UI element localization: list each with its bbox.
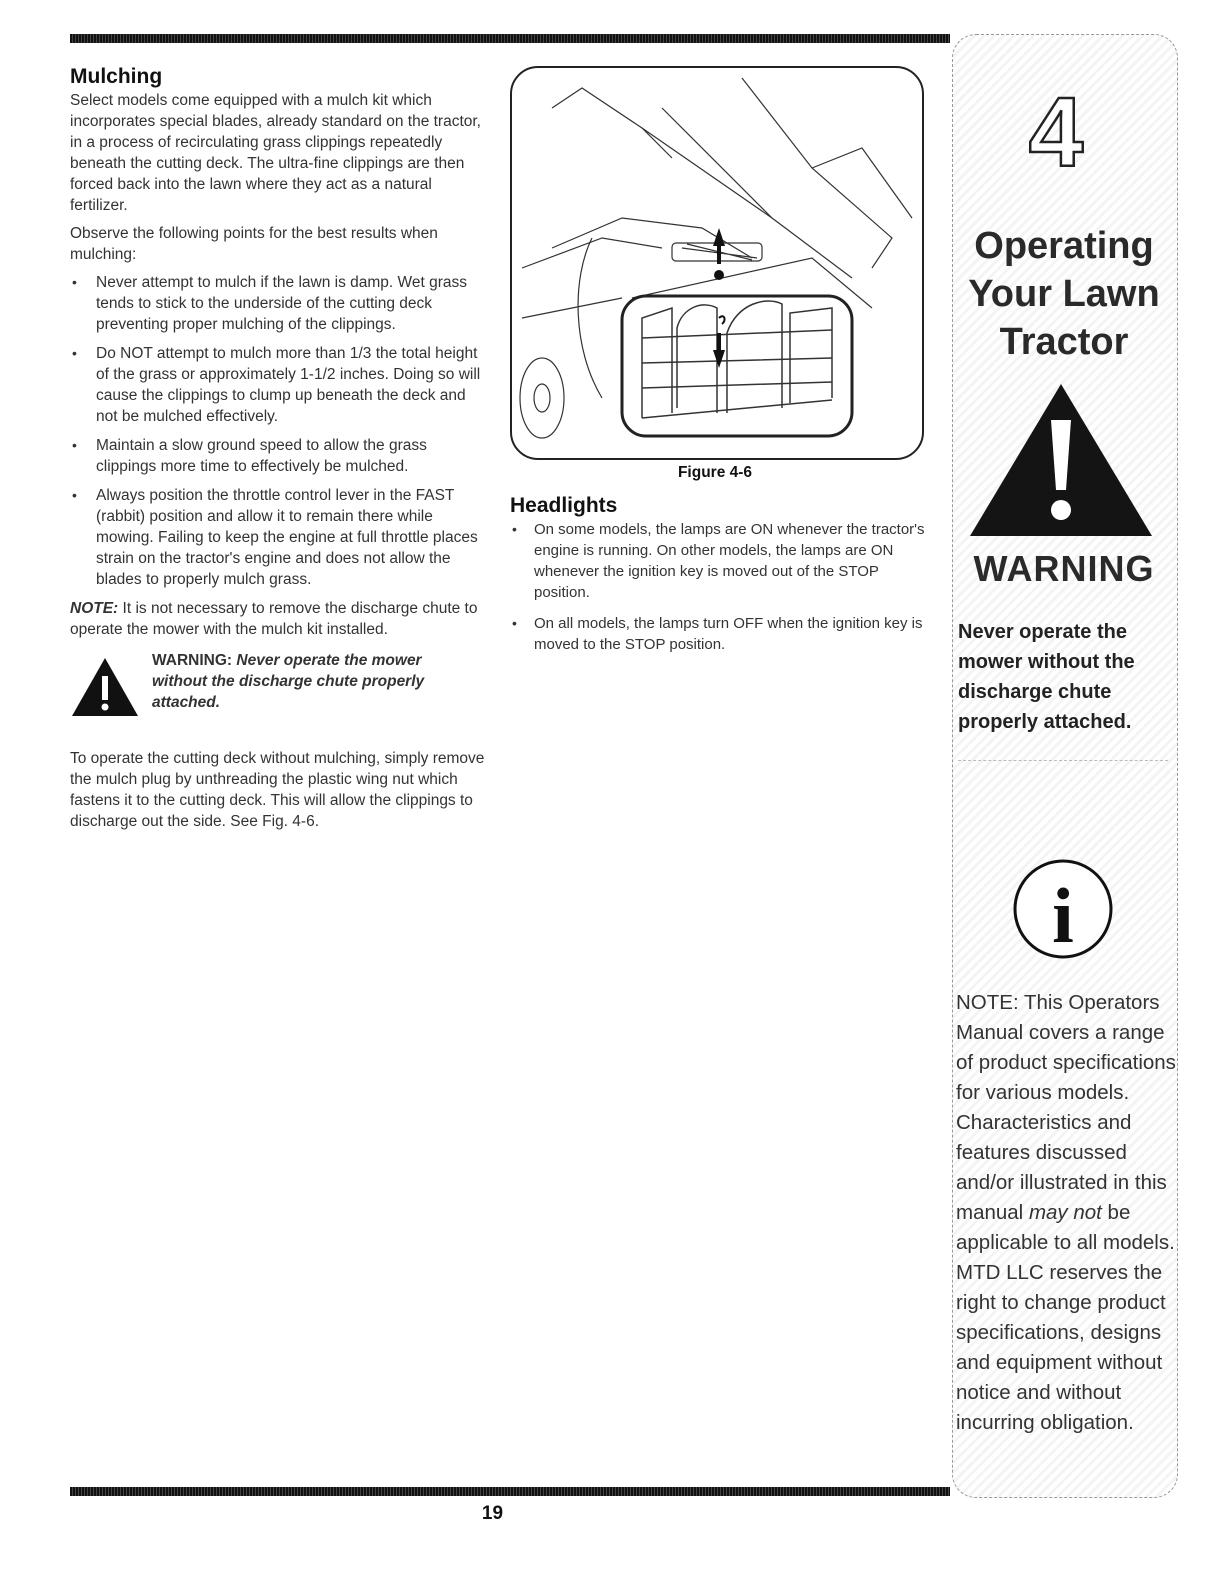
warning-triangle-icon bbox=[70, 656, 140, 718]
sidebar-note-emphasis: may not bbox=[1028, 1201, 1102, 1224]
mulching-observe: Observe the following points for the best results when mulching: bbox=[70, 225, 438, 263]
list-item: • Do NOT attempt to mulch more than 1/3 the total height of the grass or approximately 1-1/2 inches. Doing so will cause the clippings to clump up beneath the deck and not be mulched effectively. bbox=[70, 343, 490, 427]
middle-column bbox=[510, 66, 930, 665]
mulching-intro: Select models come equipped with a mulch kit which incorporates special blades, already standard on the tractor, in a process of recirculating grass clippings repeatedly beneath the cutting deck. The ultra-fine clippings are then forced back into the lawn where they act as a natural fertilizer. bbox=[70, 92, 481, 214]
warning-label: WARNING: bbox=[152, 652, 233, 669]
sidebar-note-end: be applicable to all models. MTD LLC reserves the right to change product specifications, designs and equipment without notice and without incurring obligation. bbox=[956, 1201, 1175, 1434]
page-number: 19 bbox=[481, 1503, 504, 1524]
chapter-title-line: Tractor bbox=[999, 321, 1129, 363]
sidebar-note bbox=[956, 988, 1178, 1438]
bottom-rule bbox=[70, 1487, 950, 1496]
sidebar-warning-heading: WARNING bbox=[973, 548, 1155, 589]
note-label: NOTE: bbox=[70, 600, 119, 617]
chapter-title-line: Operating bbox=[974, 225, 1154, 267]
sidebar-warning-text: Never operate the mower without the discharge chute properly attached. bbox=[958, 621, 1135, 733]
sidebar-note-start: NOTE: This Operators Manual covers a range of product specifications for various models. Characteristics and features discussed and/or illustrated in this manual bbox=[956, 991, 1176, 1224]
inline-warning bbox=[70, 650, 490, 742]
figure-caption: Figure 4-6 bbox=[677, 464, 753, 481]
mulching-bullet-list bbox=[70, 272, 490, 590]
figure-4-6 bbox=[510, 66, 924, 460]
chapter-number: 4 bbox=[1028, 78, 1084, 184]
chapter-title-line: Your Lawn bbox=[968, 273, 1160, 315]
mulch-plug-illustration bbox=[512, 68, 922, 458]
list-item: • On all models, the lamps turn OFF when the ignition key is moved to the STOP position. bbox=[510, 613, 930, 655]
info-glyph: i bbox=[1052, 872, 1074, 959]
inline-warning-text bbox=[152, 650, 472, 713]
list-item: • Always position the throttle control lever in the FAST (rabbit) position and allow it to remain there while mowing. Failing to keep the engine at full throttle places strain on the tractor's engine and does not allow the blades to properly mulch grass. bbox=[70, 485, 490, 590]
top-rule bbox=[70, 34, 950, 43]
info-circle-icon bbox=[1012, 858, 1114, 960]
chapter-number-graphic bbox=[1021, 78, 1091, 184]
mulching-note bbox=[70, 598, 490, 640]
headlights-heading: Headlights bbox=[510, 494, 618, 517]
warning-body: Never operate the mower without the discharge chute properly attached. bbox=[152, 652, 425, 711]
sidebar-divider bbox=[958, 760, 1168, 761]
mulching-closing: To operate the cutting deck without mulching, simply remove the mulch plug by unthreading the plastic wing nut which fastens it to the cutting deck. This will allow the clippings to discharge out the side. See Fig. 4-6. bbox=[70, 750, 485, 830]
list-item: • Maintain a slow ground speed to allow the grass clippings more time to effectively be mulched. bbox=[70, 435, 490, 477]
mulching-heading: Mulching bbox=[70, 65, 163, 88]
mulching-section bbox=[70, 64, 490, 839]
list-item: • Never attempt to mulch if the lawn is damp. Wet grass tends to stick to the underside of the cutting deck preventing proper mulching of the clippings. bbox=[70, 272, 490, 335]
list-item: • On some models, the lamps are ON whenever the tractor's engine is running. On other models, the lamps are ON whenever the ignition key is moved out of the STOP position. bbox=[510, 519, 930, 603]
note-text: It is not necessary to remove the discharge chute to operate the mower with the mulch kit installed. bbox=[70, 600, 478, 638]
warning-triangle-icon bbox=[966, 380, 1156, 540]
chapter-title bbox=[952, 222, 1176, 366]
headlights-bullet-list bbox=[510, 519, 930, 655]
